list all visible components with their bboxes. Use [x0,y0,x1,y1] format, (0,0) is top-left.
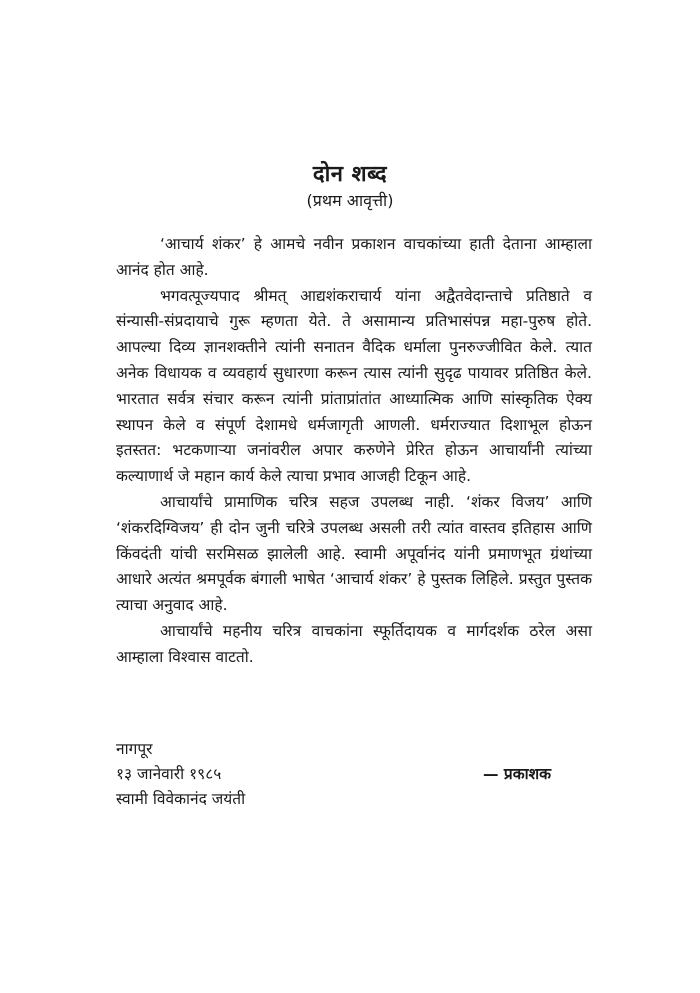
paragraph-closing: आचार्यांचे महनीय चरित्र वाचकांना स्फूर्तिदायक व मार्गदर्शक ठरेल असा आम्हाला विश्वास वाटतो. [116,621,592,666]
footer-occasion: स्वामी विवेकानंद जयंती [116,790,246,808]
page-title: दोन शब्द [312,162,388,187]
page-subtitle: (प्रथम आवृत्ती) [306,191,394,210]
publisher-signature: — प्रकाशक [483,765,552,783]
paragraph-about-biography: आचार्यांचे प्रामाणिक चरित्र सहज उपलब्ध नाही. ‘शंकर विजय’ आणि ‘शंकरदिग्विजय’ ही दोन जुनी चरित्रे उपलब्ध असली तरी त्यांत वास्तव इतिहास आणि किंवदंती यांची सरमिसळ झालेली आहे. स्वामी अपूर्वानंद यांनी प्रमाणभूत ग्रंथांच्या आधारे अत्यंत श्रमपूर्वक बंगाली भाषेत ‘आचार्य शंकर’ हे पुस्तक लिहिले. प्रस्तुत पुस्तक त्याचा अनुवाद आहे. [116,492,592,615]
paragraph-about-shankaracharya: भगवत्पूज्यपाद श्रीमत् आद्यशंकराचार्य यांना अद्वैतवेदान्ताचे प्रतिष्ठाते व संन्यासी-संप्रदायाचे गुरू म्हणता येते. ते असामान्य प्रतिभासंपन्न महा-पुरुष होते. आपल्या दिव्य ज्ञानशक्तीने त्यांनी सनातन वैदिक धर्माला पुनरुज्जीवित केले. त्यात अनेक विधायक व व्यवहार्य सुधारणा करून त्यास त्यांनी सुदृढ पायावर प्रतिष्ठित केले. भारतात सर्वत्र संचार करून त्यांनी प्रांताप्रांतांत आध्यात्मिक आणि सांस्कृतिक ऐक्य स्थापन केले व संपूर्ण देशामधे धर्मजागृती आणली. धर्मराज्यात दिशाभूल होऊन इतस्तत: भटकणाऱ्या जनांवरील अपार करुणेने प्रेरित होऊन आचार्यांनी त्यांच्या कल्याणार्थ जे महान कार्य केले त्याचा प्रभाव आजही टिकून आहे. [116,286,592,486]
footer-place: नागपूर [116,740,153,758]
body-text [116,232,592,671]
paragraph-intro: ‘आचार्य शंकर’ हे आमचे नवीन प्रकाशन वाचकांच्या हाती देताना आम्हाला आनंद होत आहे. [116,235,592,279]
footer-date: १३ जानेवारी १९८५ [116,765,222,783]
